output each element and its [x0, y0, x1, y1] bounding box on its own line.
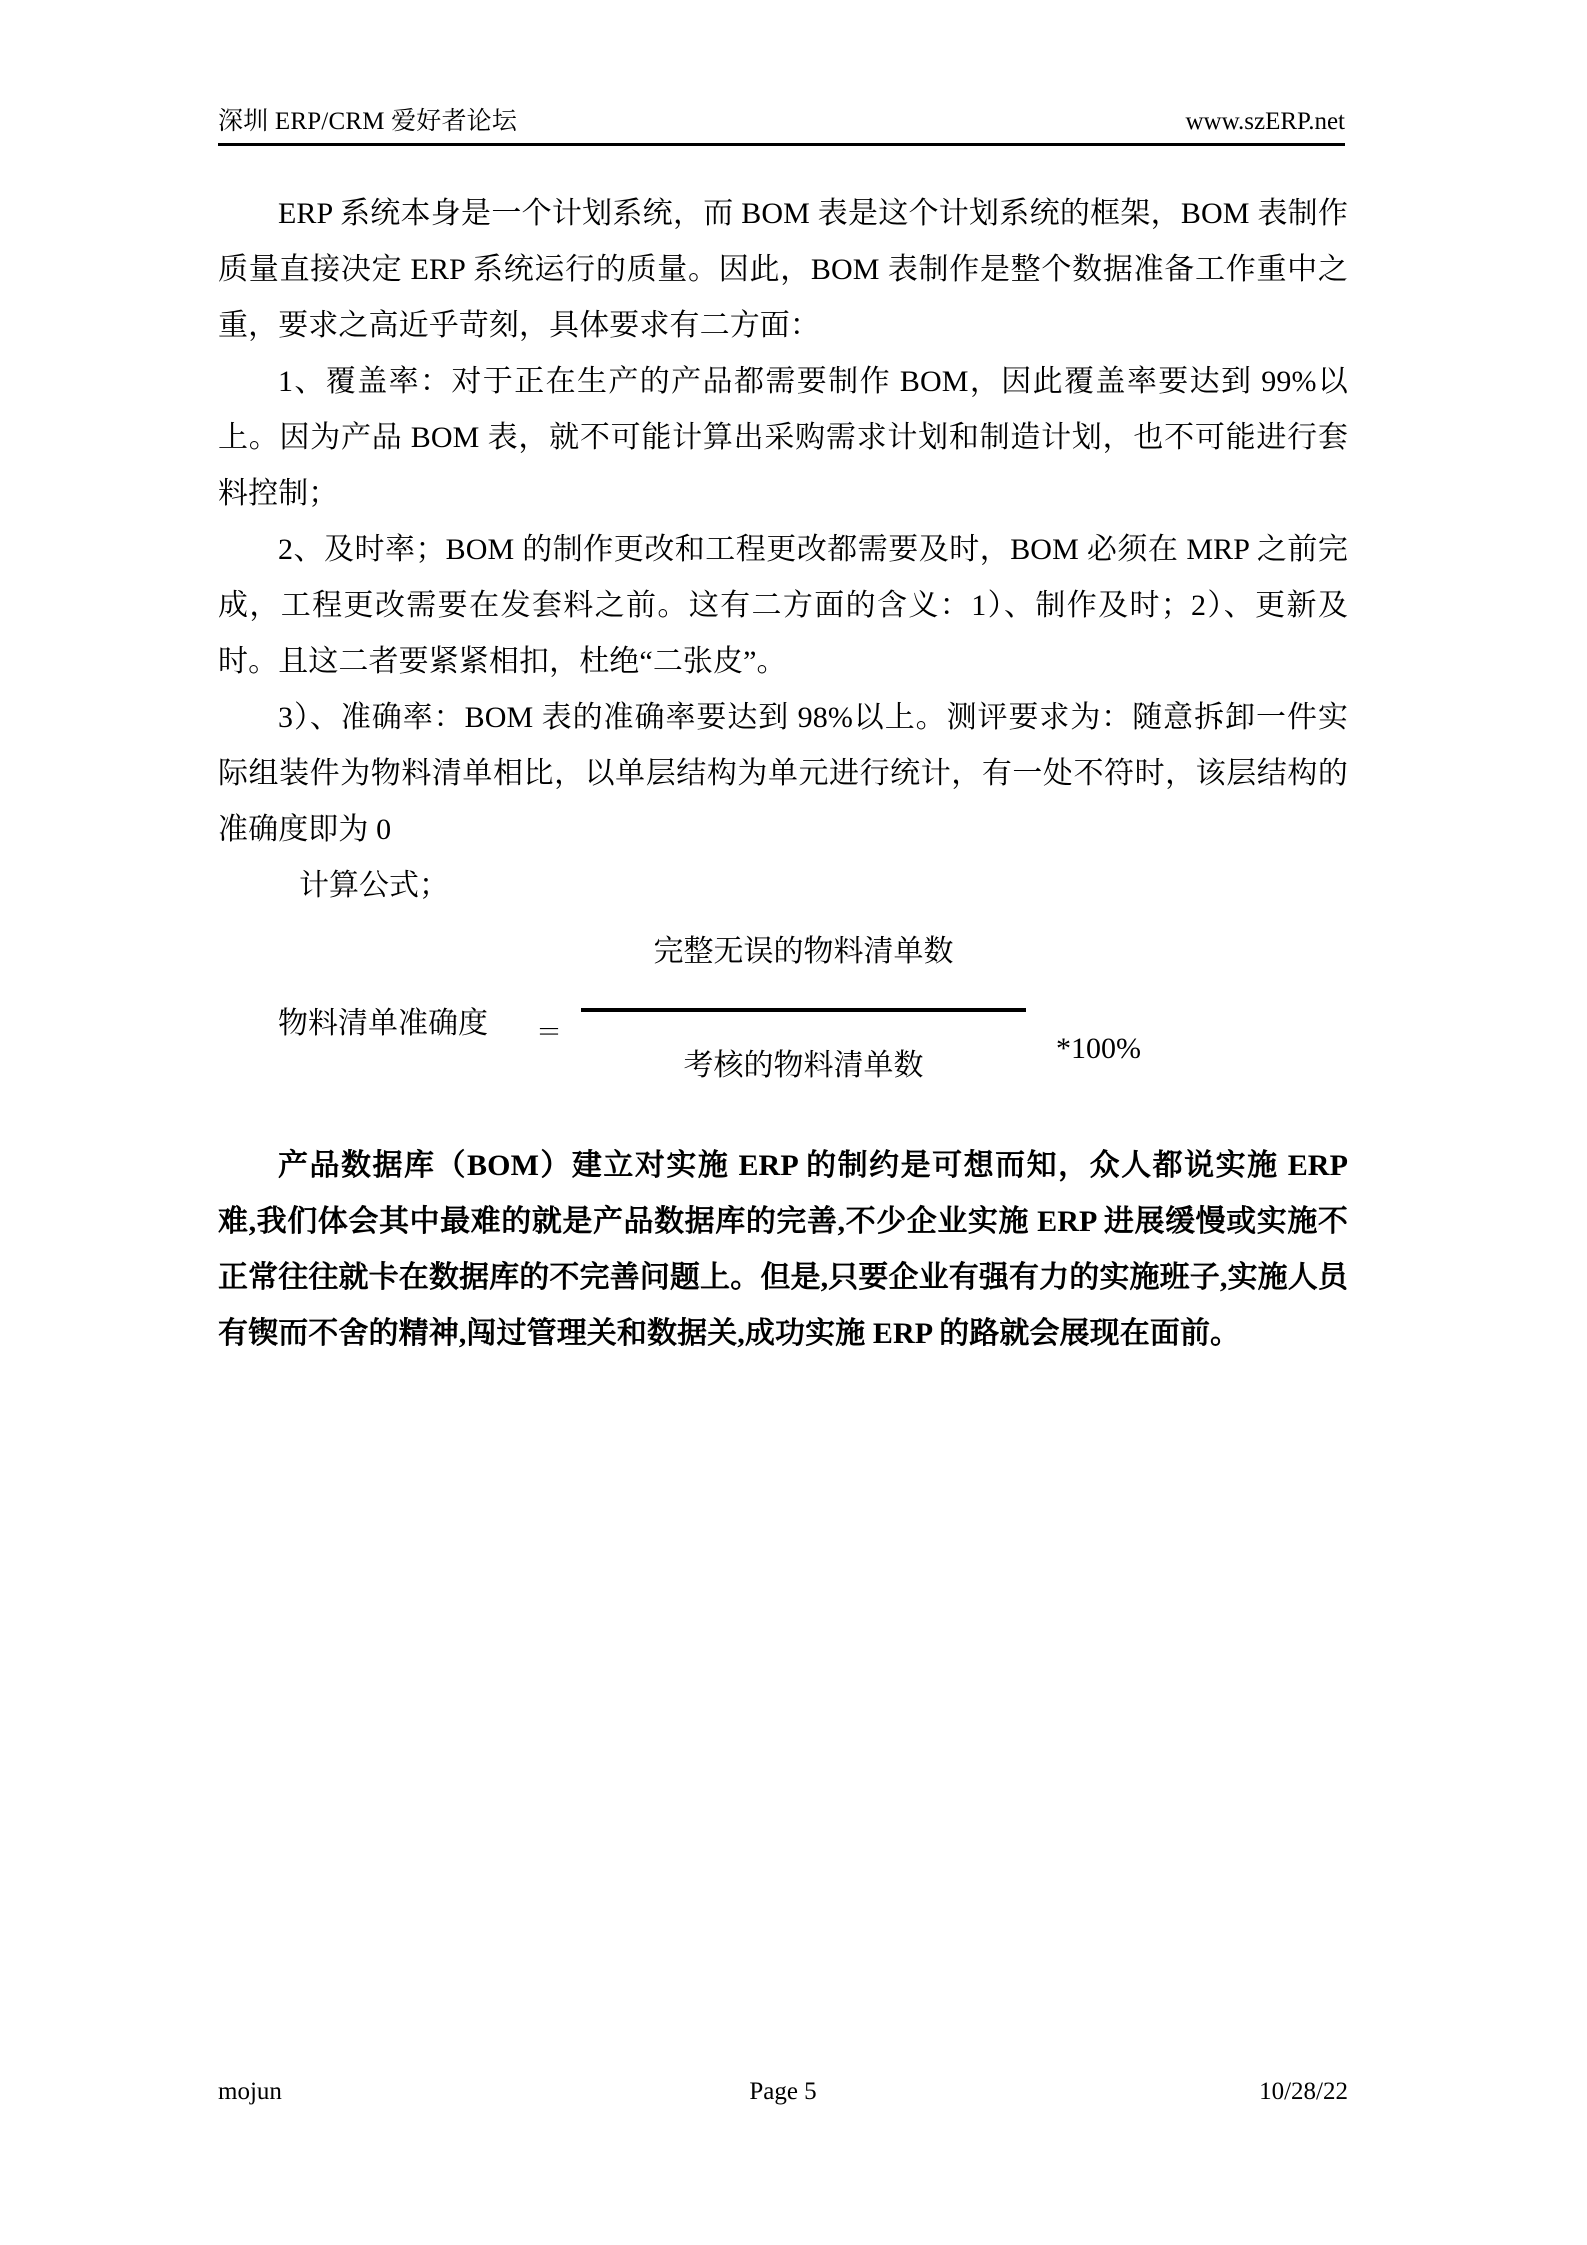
page-header	[218, 108, 1345, 146]
formula-fraction-bar	[581, 1008, 1026, 1012]
accuracy-formula	[218, 920, 1348, 1130]
document-body	[218, 186, 1348, 1362]
paragraph-intro: ERP 系统本身是一个计划系统，而 BOM 表是这个计划系统的框架，BOM 表制作质量直接决定 ERP 系统运行的质量。因此，BOM 表制作是整个数据准备工作重中之重，要求之高近乎苛刻，具体要求有二方面：	[218, 197, 1348, 342]
formula-multiplier: *100%	[1056, 1032, 1141, 1065]
section-spacer	[218, 1130, 1348, 1138]
page-footer	[218, 2078, 1348, 2106]
paragraph-coverage-rate: 1、覆盖率：对于正在生产的产品都需要制作 BOM，因此覆盖率要达到 99%以上。因为产品 BOM 表，就不可能计算出采购需求计划和制造计划，也不可能进行套料控制；	[218, 365, 1348, 510]
footer-page-number: Page 5	[749, 2078, 817, 2105]
formula-numerator: 完整无误的物料清单数	[653, 935, 954, 968]
header-forum-title: 深圳 ERP/CRM 爱好者论坛	[218, 108, 518, 135]
paragraph-accuracy-rate: 3）、准确率：BOM 表的准确率要达到 98%以上。测评要求为：随意拆卸一件实际组装件为物料清单相比，以单层结构为单元进行统计，有一处不符时，该层结构的准确度即为 0	[218, 701, 1348, 846]
paragraph-timeliness-rate: 2、及时率；BOM 的制作更改和工程更改都需要及时，BOM 必须在 MRP 之前完成，工程更改需要在发套料之前。这有二方面的含义：1）、制作及时；2）、更新及时。且这二者要紧紧相扣，杜绝“二张皮”。	[218, 533, 1348, 678]
formula-fraction	[581, 928, 1026, 1090]
formula-equals-sign: ＝	[536, 1018, 563, 1047]
formula-denominator: 考核的物料清单数	[683, 1049, 924, 1082]
footer-author: mojun	[218, 2078, 282, 2105]
formula-left-term: 物料清单准确度	[278, 1007, 488, 1040]
footer-date: 10/28/22	[1259, 2078, 1348, 2105]
paragraph-conclusion: 产品数据库（BOM）建立对实施 ERP 的制约是可想而知，众人都说实施 ERP 难,我们体会其中最难的就是产品数据库的完善,不少企业实施 ERP 进展缓慢或实施不正常往往就卡在数据库的不完善问题上。但是,只要企业有强有力的实施班子,实施人员有锲而不舍的精神,闯过管理关和数据关,成功实施 ERP 的路就会展现在面前。	[218, 1149, 1348, 1350]
formula-heading: 计算公式；	[299, 869, 449, 902]
header-website-url: www.szERP.net	[1185, 108, 1345, 135]
